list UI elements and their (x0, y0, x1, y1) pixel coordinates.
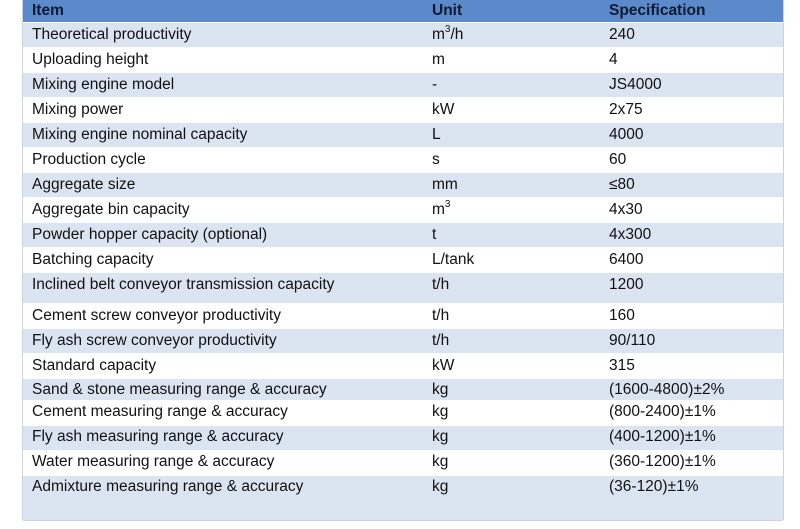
table-row (23, 450, 783, 475)
table-row (23, 222, 783, 247)
row-unit: s (432, 151, 440, 168)
spec-table (22, 0, 784, 520)
row-unit: $m^3/h$ (432, 23, 464, 43)
row-spec: 4x300 (609, 226, 652, 243)
row-unit: t/h (432, 307, 450, 324)
table-row (23, 328, 783, 353)
row-unit: kg (432, 453, 449, 470)
table-bottom-padding (23, 496, 783, 521)
row-unit: kg (432, 428, 449, 445)
row-item: Sand & stone measuring range & accuracy (32, 381, 327, 398)
header-unit: Unit (432, 2, 463, 19)
row-spec: 240 (609, 26, 635, 43)
row-spec: 2x75 (609, 101, 643, 118)
table-row (23, 172, 783, 197)
row-item: Batching capacity (32, 251, 154, 268)
table-row (23, 247, 783, 272)
row-spec: 160 (609, 307, 635, 324)
header-item: Item (32, 2, 64, 19)
row-spec: 6400 (609, 251, 644, 268)
table-row (23, 400, 783, 425)
row-unit: kg (432, 381, 449, 398)
row-spec: (1600-4800)±2% (609, 381, 725, 398)
row-spec: (800-2400)±1% (609, 403, 716, 420)
table-row (23, 147, 783, 172)
row-unit: - (432, 76, 438, 93)
row-spec: (360-1200)±1% (609, 453, 716, 470)
row-spec: JS4000 (609, 76, 662, 93)
row-spec: 4x30 (609, 201, 643, 218)
row-item: Mixing engine model (32, 76, 175, 93)
row-item: Production cycle (32, 151, 146, 168)
row-item: Mixing engine nominal capacity (32, 126, 248, 143)
row-unit: L/tank (432, 251, 475, 268)
table-row (23, 22, 783, 47)
row-item: Standard capacity (32, 357, 157, 374)
table-row (23, 353, 783, 378)
header-spec: Specification (609, 2, 706, 19)
table-row (23, 72, 783, 97)
row-spec: (400-1200)±1% (609, 428, 716, 445)
row-unit: t/h (432, 332, 450, 349)
row-spec: ≤80 (609, 176, 635, 193)
row-spec: 4 (609, 51, 618, 68)
row-unit: mm (432, 176, 458, 193)
row-unit: kW (432, 101, 455, 118)
row-item: Cement screw conveyor productivity (32, 307, 281, 324)
row-unit: $m^3$ (432, 198, 451, 218)
row-unit: kW (432, 357, 455, 374)
row-unit: kg (432, 478, 449, 495)
table-row (23, 197, 783, 222)
row-unit: L (432, 126, 441, 143)
row-spec: 4000 (609, 126, 644, 143)
table-row (23, 47, 783, 72)
table-row (23, 122, 783, 147)
table-row (23, 425, 783, 450)
row-item: Mixing power (32, 101, 124, 118)
row-unit: m (432, 51, 445, 68)
row-item: Uploading height (32, 51, 149, 68)
row-item: Cement measuring range & accuracy (32, 403, 288, 420)
row-unit: kg (432, 403, 449, 420)
row-item: Aggregate bin capacity (32, 201, 190, 218)
row-unit: t/h (432, 276, 450, 293)
row-spec: (36-120)±1% (609, 478, 699, 495)
row-spec: 1200 (609, 276, 644, 293)
row-spec: 60 (609, 151, 627, 168)
row-item: Admixture measuring range & accuracy (32, 478, 304, 495)
table-header (23, 0, 783, 22)
table-row (23, 378, 783, 400)
table-row (23, 475, 783, 496)
table-row (23, 97, 783, 122)
row-item: Water measuring range & accuracy (32, 453, 275, 470)
row-item: Aggregate size (32, 176, 136, 193)
row-spec: 315 (609, 357, 635, 374)
row-item: Theoretical productivity (32, 26, 192, 43)
row-item: Fly ash screw conveyor productivity (32, 332, 277, 349)
row-unit: t (432, 226, 437, 243)
row-item: Inclined belt conveyor transmission capacity (32, 276, 335, 293)
row-spec: 90/110 (609, 332, 656, 349)
row-item: Fly ash measuring range & accuracy (32, 428, 284, 445)
row-item: Powder hopper capacity (optional) (32, 226, 268, 243)
table-row (23, 272, 783, 303)
table-row (23, 303, 783, 328)
